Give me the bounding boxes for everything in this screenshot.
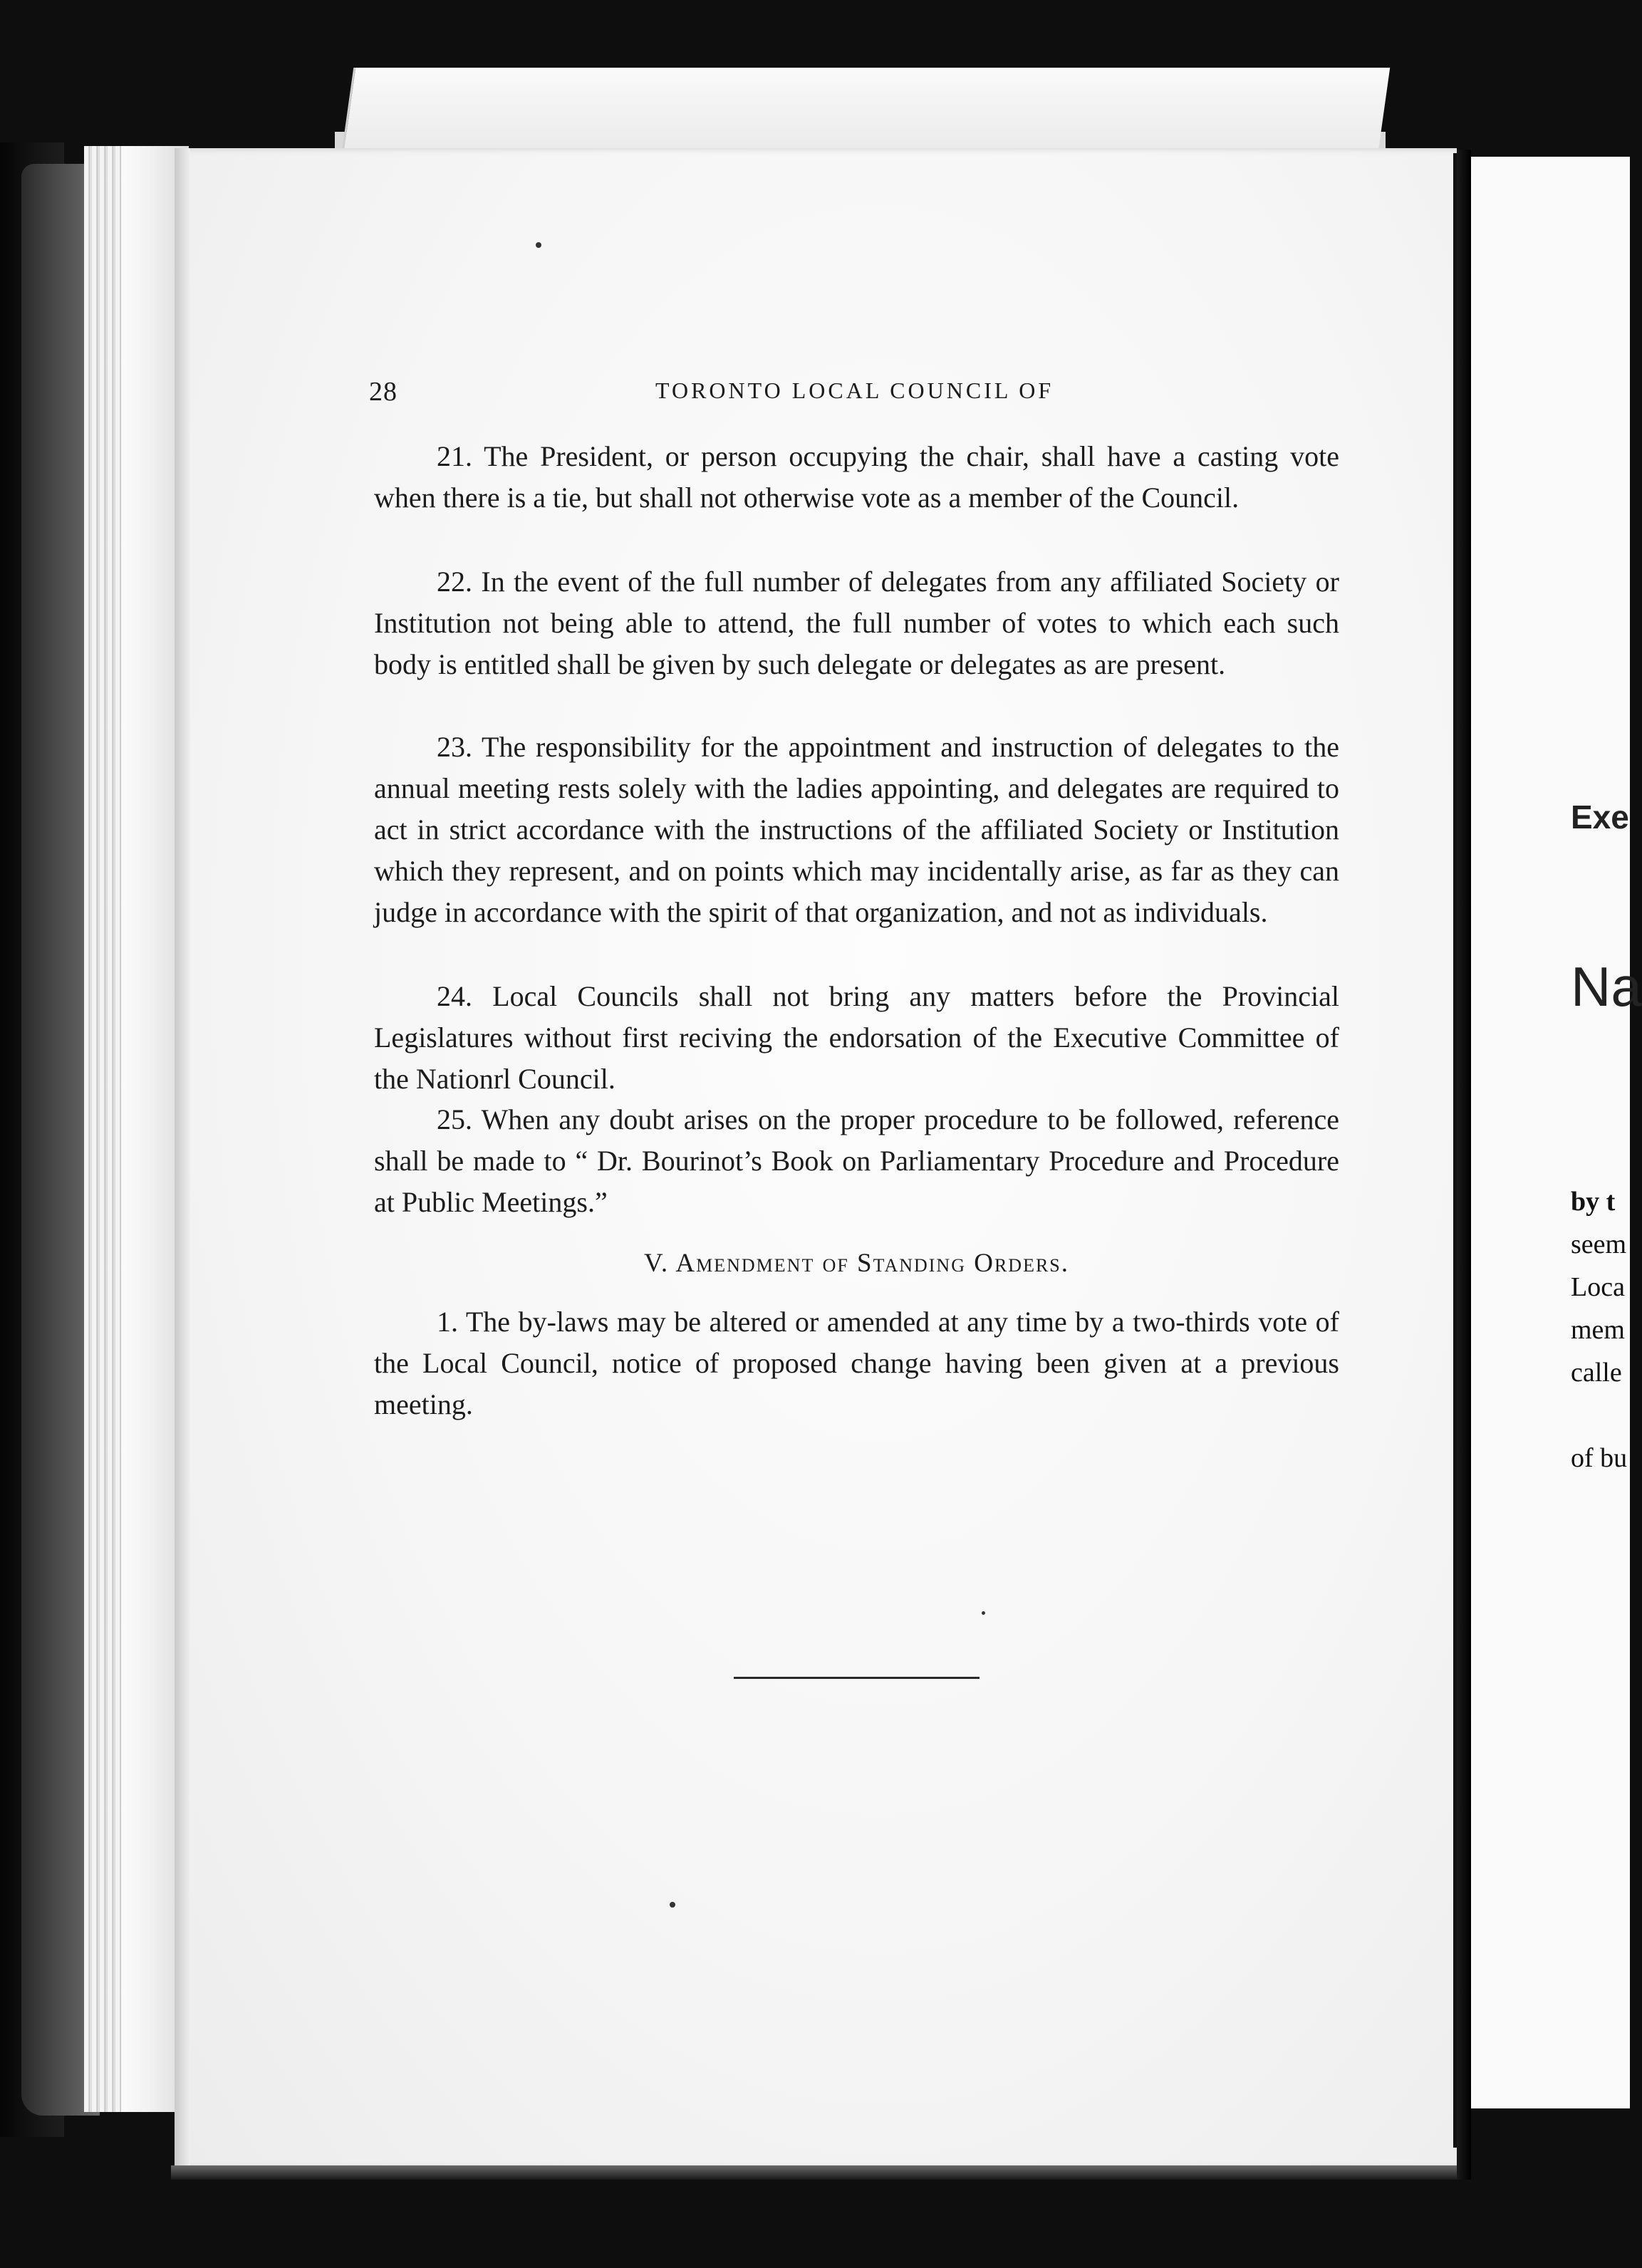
speck: [536, 242, 541, 248]
facing-heading: Exe: [1571, 799, 1629, 836]
paragraph-24: 24. Local Councils shall not bring any matters before the Provincial Legislatures without first reciving the endorsation of the Executive Committee of the Nationrl Council.: [374, 980, 1339, 1095]
paragraph-21: 21. The President, or person occupying the chair, shall have a casting vote when there is a tie, but shall not otherwise vote as a member of the Council.: [374, 440, 1339, 514]
paragraph-23: 23. The responsibility for the appointment and instruction of delegates to the annual meeting rests solely with the ladies appointing, and delegates are required to act in strict accordance with the instructions of the affiliated Society or Institution which they represent, and on points which may incidentally arise, as far as they can judge in accordance with the spirit of that organization, and not as individuals.: [374, 731, 1339, 928]
speck: [982, 1611, 985, 1615]
facing-line: mem: [1571, 1315, 1625, 1345]
page-number: 28: [369, 377, 397, 407]
paragraph-22: 22. In the event of the full number of delegates from any affiliated Society or Institution not being able to attend, the full number of votes to which each such body is entitled shall be given by such delegate or delegates as are present.: [374, 566, 1339, 680]
page-bottom-shadow: [171, 2165, 1460, 2180]
left-page-binding-edge: [175, 148, 190, 2168]
running-head: TORONTO LOCAL COUNCIL OF: [655, 378, 1054, 403]
facing-line: seem: [1571, 1229, 1627, 1259]
facing-title: Na: [1571, 955, 1642, 1018]
paragraph-25: 25. When any doubt arises on the proper procedure to be followed, reference shall be made to “ Dr. Bourinot’s Book on Parliamentary Procedure and Procedure at Public Meetings.”: [374, 1103, 1339, 1218]
speck: [670, 1902, 675, 1908]
book-gutter: [1457, 150, 1471, 2180]
facing-line: by t: [1571, 1187, 1616, 1217]
section-heading: V. Amendment of Standing Orders.: [643, 1249, 1070, 1278]
end-rule: [734, 1677, 980, 1679]
amendment-paragraph: 1. The by-laws may be altered or amended at any time by a two-thirds vote of the Local Council, notice of proposed change having been given at a previous meeting.: [374, 1306, 1339, 1420]
facing-line: Loca: [1571, 1272, 1625, 1302]
raised-leaf: [341, 68, 1390, 160]
facing-line: calle: [1571, 1358, 1622, 1388]
right-page: [1471, 157, 1630, 2108]
facing-line: of bu: [1571, 1443, 1628, 1473]
